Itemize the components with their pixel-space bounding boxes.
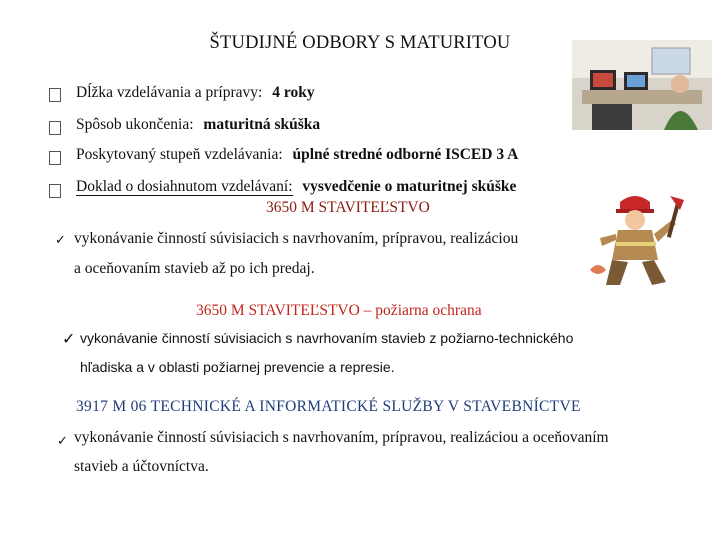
section-text: vykonávanie činností súvisiacich s navrhovaním, prípravou, realizáciou	[74, 230, 519, 247]
item-label: Spôsob ukončenia:	[76, 116, 194, 133]
section-text: a oceňovaním stavieb až po ich predaj.	[74, 260, 315, 277]
item-label: Doklad o dosiahnutom vzdelávaní:	[76, 178, 293, 195]
section-text: vykonávanie činností súvisiacich s navrhovaním, prípravou, realizáciou a oceňovaním	[74, 429, 609, 446]
item-value: 4 roky	[272, 84, 315, 101]
item-label: Dĺžka vzdelávania a prípravy:	[76, 84, 263, 101]
bullet-icon	[49, 88, 61, 102]
item-label: Poskytovaný stupeň vzdelávania:	[76, 146, 283, 163]
bullet-icon	[49, 121, 61, 135]
check-icon: ✓	[55, 233, 66, 248]
page-title: ŠTUDIJNÉ ODBORY S MATURITOU	[209, 33, 511, 53]
section-text: stavieb a účtovníctva.	[74, 458, 209, 475]
bullet-icon	[49, 184, 61, 198]
item-value: vysvedčenie o maturitnej skúške	[302, 178, 517, 195]
list-item	[76, 178, 516, 196]
list-item	[76, 146, 518, 164]
classroom-photo	[572, 40, 712, 130]
item-value: maturitná skúška	[203, 116, 321, 133]
section-text: vykonávanie činností súvisiacich s navrhovaním stavieb z požiarno-technického	[80, 330, 574, 346]
check-icon: ✓	[57, 434, 68, 449]
firefighter-illustration	[580, 190, 690, 290]
section-heading: 3650 M STAVITEĽSTVO – požiarna ochrana	[196, 302, 482, 319]
check-icon: ✓	[62, 329, 76, 348]
section-heading: 3650 M STAVITEĽSTVO	[266, 199, 430, 216]
list-item	[76, 116, 320, 134]
section-text: hľadiska a v oblasti požiarnej prevencie a represie.	[80, 359, 395, 375]
section-heading: 3917 M 06 TECHNICKÉ A INFORMATICKÉ SLUŽBY V STAVEBNÍCTVE	[76, 398, 581, 415]
bullet-icon	[49, 151, 61, 165]
list-item	[76, 84, 315, 102]
item-value: úplné stredné odborné ISCED 3 A	[292, 146, 519, 163]
